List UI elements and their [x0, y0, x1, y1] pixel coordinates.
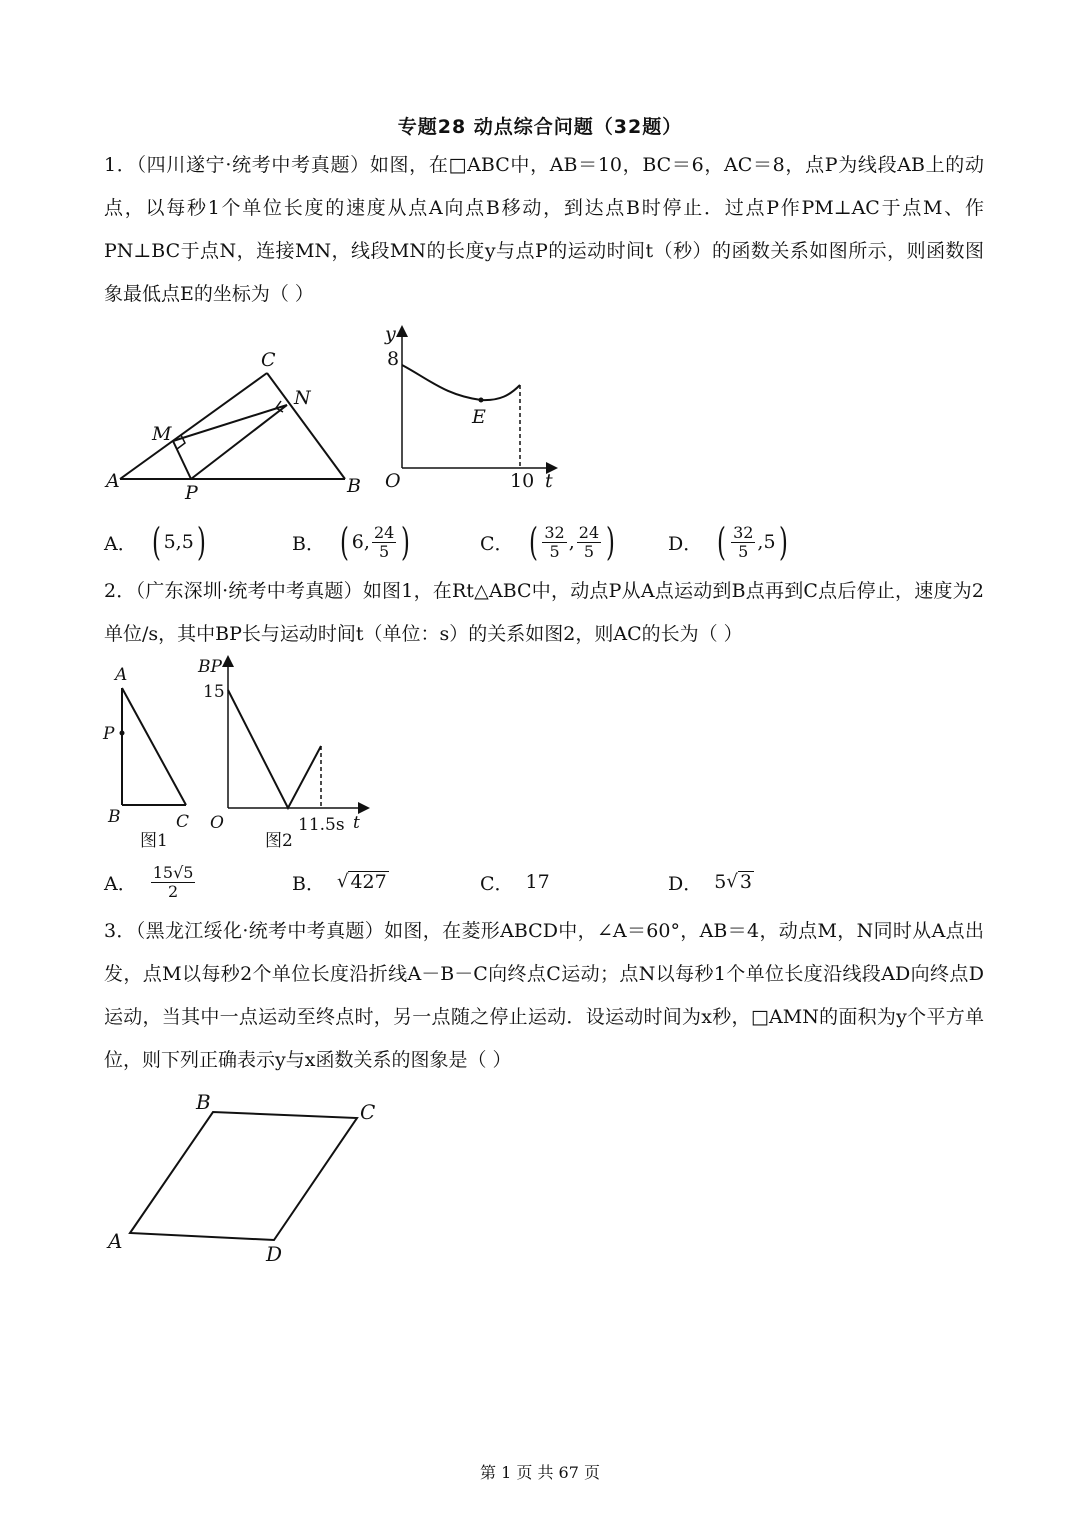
label-11-5s: 11.5s — [298, 815, 345, 835]
segment-mn — [173, 405, 287, 441]
question-1-text: 1．（四川遂宁·统考中考真题）如图，在□ABC中，AB＝10，BC＝6，AC＝8，点P为线段AB上的动点，以每秒1个单位长度的速度从点A向点B移动，到达点B时停止．过点P作PM⊥AC于点M、作PN⊥BC于点N，连接MN，线段MN的长度y与点P的运动时间t（秒）的函数关系如图所示，则函数图象最低点E的坐标为（ ） — [104, 154, 984, 305]
caption-fig1: 图1 — [140, 831, 168, 851]
q2-figure-2 — [195, 650, 380, 855]
q2-option-b[interactable]: B． √ 427 — [292, 871, 387, 895]
segment-pm — [173, 441, 191, 479]
caption-fig2: 图2 — [265, 831, 293, 851]
q1-options — [104, 516, 984, 568]
question-2-text: 2．（广东深圳·统考中考真题）如图1，在Rt△ABC中，动点P从A点运动到B点再到C点后停止，速度为2单位/s，其中BP长与运动时间t（单位：s）的关系如图2，则AC的长为（ ） — [104, 580, 984, 645]
label-c: C — [360, 1100, 376, 1124]
q2-figure-1 — [100, 660, 200, 855]
rhombus-abcd — [130, 1112, 357, 1240]
q2-option-a[interactable]: A． $\frac{15√5}{2}$ — [104, 862, 194, 901]
label-10: 10 — [510, 470, 535, 492]
segment-pn — [191, 405, 287, 479]
q1-triangle-figure — [100, 342, 370, 502]
label-o: O — [385, 470, 401, 492]
q1-option-c[interactable]: C． ( $\frac{32}{5}$ , $\frac{24}{5}$ ) — [480, 520, 616, 564]
label-y: y — [385, 323, 396, 345]
q2-option-d[interactable]: D． 5 √ 3 — [668, 871, 752, 895]
label-b: B — [196, 1090, 211, 1114]
label-m: M — [152, 423, 172, 445]
q3-rhombus-figure — [100, 1085, 390, 1270]
q1-option-b[interactable]: B． ( 6, $\frac{24}{5}$ ) — [292, 520, 411, 564]
label-b: B — [347, 475, 361, 497]
label-p: P — [103, 724, 115, 744]
question-3-text: 3．（黑龙江绥化·统考中考真题）如图，在菱形ABCD中，∠A＝60°，AB＝4，动点M，N同时从A点出发，点M以每秒2个单位长度沿折线A－B－C向终点C运动；点N以每秒1个单位长度沿线段AD向终点D运动，当其中一点运动至终点时，另一点随之停止运动．设运动时间为x秒，□AMN的面积为y个平方单位，则下列正确表示y与x函数关系的图象是（ ） — [104, 920, 984, 1071]
label-a: A — [106, 470, 120, 492]
label-a: A — [108, 1229, 123, 1253]
label-c: C — [261, 349, 276, 371]
q1-option-d[interactable]: D． ( $\frac{32}{5}$ ,5 ) — [668, 520, 788, 564]
label-t: t — [353, 813, 360, 833]
label-n: N — [294, 387, 311, 409]
q1-option-a[interactable]: A． ( 5,5 ) — [104, 520, 206, 564]
q1-function-graph — [375, 320, 565, 495]
label-p: P — [185, 482, 198, 502]
point-p — [120, 731, 125, 736]
label-15: 15 — [203, 682, 225, 702]
page-title: 专题28 动点综合问题（32题） — [397, 116, 683, 138]
q2-option-c[interactable]: C． 17 — [480, 871, 550, 895]
label-8: 8 — [387, 348, 400, 370]
label-e: E — [472, 406, 486, 428]
label-b: B — [108, 807, 121, 827]
side-ac — [122, 688, 186, 805]
label-c: C — [176, 812, 190, 832]
label-o: O — [210, 813, 224, 833]
tri-side-ac — [120, 373, 267, 479]
label-t: t — [545, 470, 553, 492]
label-bp: BP — [198, 657, 222, 677]
point-e — [479, 398, 484, 403]
label-d: D — [266, 1242, 283, 1266]
label-a: A — [115, 665, 128, 685]
q2-options — [104, 856, 984, 908]
bp-graph — [228, 690, 321, 808]
page-footer: 第 1 页 共 67 页 — [480, 1463, 600, 1482]
curve — [402, 365, 520, 400]
